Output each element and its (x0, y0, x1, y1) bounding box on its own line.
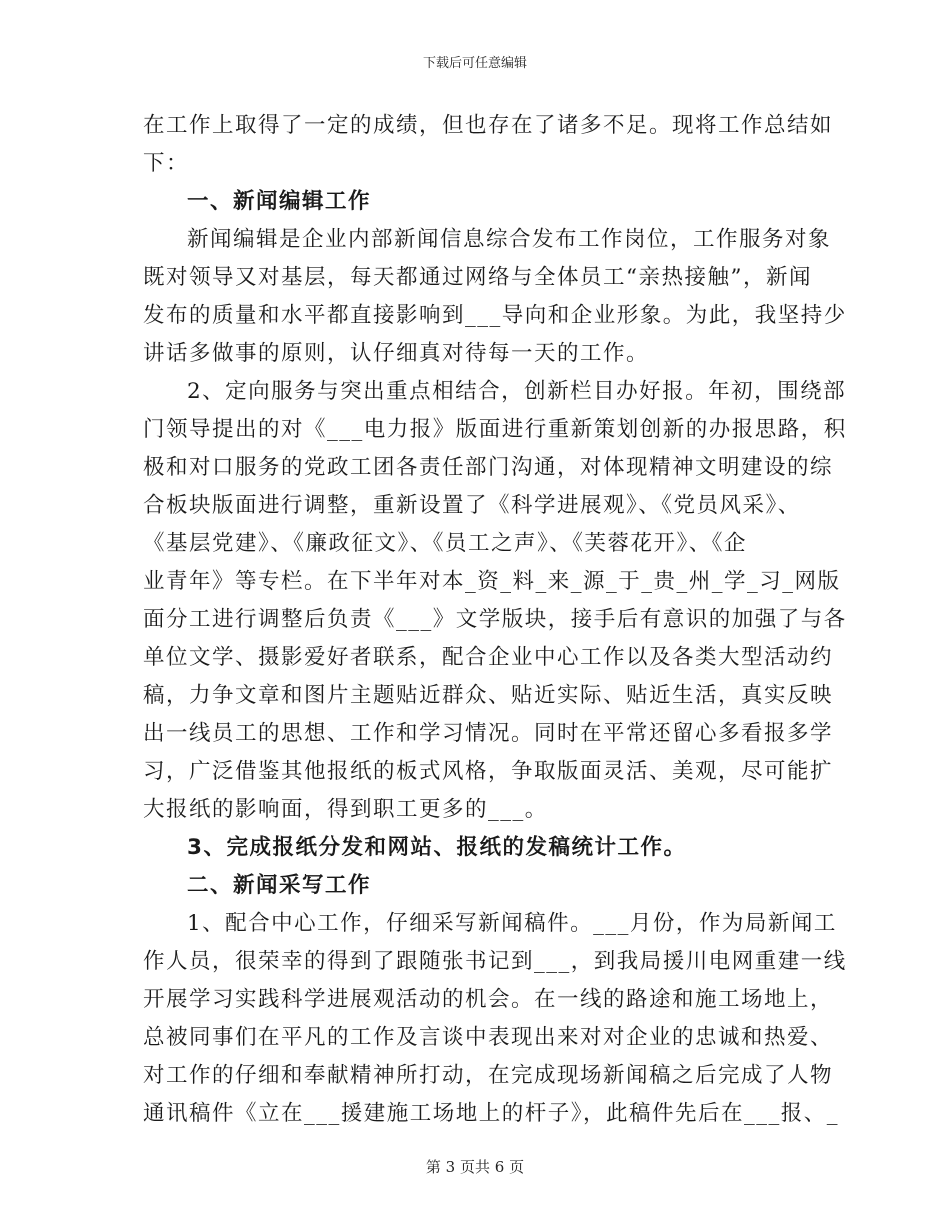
section-heading: 二、新闻采写工作 (187, 873, 372, 898)
page-header: 下载后可任意编辑 (422, 56, 527, 71)
paragraph-line: 稿，力争文章和图片主题贴近群众、贴近实际、贴近生活，真实反映 (143, 683, 834, 708)
section-heading: 3、完成报纸分发和网站、报纸的发稿统计工作。 (187, 835, 687, 860)
paragraph-line: 合板块版面进行调整，重新设置了《科学进展观》、《党员风采》、 (143, 493, 801, 518)
paragraph-line: 开展学习实践科学进展观活动的机会。在一线的路途和施工场地上， (143, 987, 834, 1012)
paragraph-line: 出一线员工的思想、工作和学习情况。同时在平常还留心多看报多学 (143, 721, 834, 746)
paragraph-line: 作人员，很荣幸的得到了跟随张书记到___，到我局援川电网重建一线 (143, 949, 847, 974)
paragraph-line: 通讯稿件《立在___援建施工场地上的杆子》，此稿件先后在___报、_ (143, 1101, 840, 1126)
section-heading: 一、新闻编辑工作 (187, 189, 372, 214)
paragraph-line: 讲话多做事的原则，认仔细真对待每一天的工作。 (143, 341, 650, 366)
paragraph-line: 发布的质量和水平都直接影响到___导向和企业形象。为此，我坚持少 (143, 303, 847, 328)
paragraph-line: 总被同事们在平凡的工作及言谈中表现出来对对企业的忠诚和热爱、 (143, 1025, 834, 1050)
paragraph-line: 业青年》等专栏。在下半年对本_资_料_来_源_于_贵_州_学_习_网版 (143, 569, 841, 594)
paragraph-line: 1、配合中心工作，仔细采写新闻稿件。___月份，作为局新闻工 (187, 911, 837, 936)
paragraph-line: 2、定向服务与突出重点相结合，创新栏目办好报。年初，围绕部 (187, 379, 847, 404)
paragraph-line: 既对领导又对基层，每天都通过网络与全体员工“亲热接触”，新闻 (143, 265, 812, 290)
paragraph-line: 在工作上取得了一定的成绩，但也存在了诸多不足。现将工作总结如 (143, 113, 834, 138)
paragraph-line: 对工作的仔细和奉献精神所打动，在完成现场新闻稿之后完成了人物 (143, 1063, 834, 1088)
paragraph-line: 习，广泛借鉴其他报纸的板式风格，争取版面灵活、美观，尽可能扩 (143, 759, 834, 784)
paragraph-line: 新闻编辑是企业内部新闻信息综合发布工作岗位，工作服务对象 (187, 227, 832, 252)
paragraph-line: 门领导提出的对《___电力报》版面进行重新策划创新的办报思路，积 (143, 417, 847, 442)
paragraph-line: 面分工进行调整后负责《___》文学版块，接手后有意识的加强了与各 (143, 607, 847, 632)
paragraph-line: 极和对口服务的党政工团各责任部门沟通，对体现精神文明建设的综 (143, 455, 834, 480)
page-footer: 第 3 页共 6 页 (425, 1158, 525, 1176)
paragraph-line: 单位文学、摄影爱好者联系，配合企业中心工作以及各类大型活动约 (143, 645, 834, 670)
paragraph-line: 大报纸的影响面，得到职工更多的___。 (143, 797, 548, 822)
document-body (143, 107, 847, 1133)
paragraph-line: 《基层党建》、《廉政征文》、《员工之声》、《芙蓉花开》、《企 (143, 531, 748, 556)
paragraph-line: 下： (143, 151, 190, 176)
